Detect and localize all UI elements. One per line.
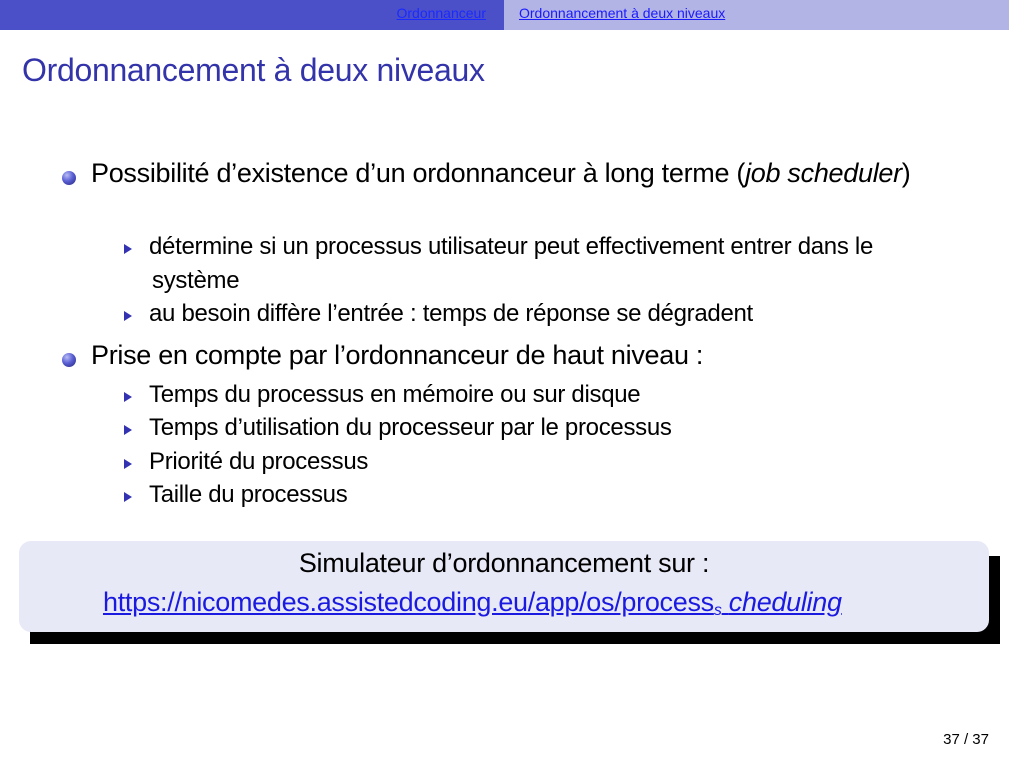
bullet-item-1-close: ) [901,158,911,188]
sub-item-2-2: Temps d’utilisation du processeur par le processus [149,414,672,441]
triangle-bullet-icon [124,392,132,402]
nav-subsection-area [504,0,1009,30]
bullet-item-1 [91,158,911,189]
simulator-link-main[interactable]: https://nicomedes.assistedcoding.eu/app/os/process [103,587,714,617]
sub-item-2-3: Priorité du processus [149,448,369,475]
simulator-link[interactable] [103,587,842,620]
simulator-link-sub[interactable]: s [713,602,722,619]
bullet-ball-icon [62,353,76,367]
nav-section-area [0,0,504,30]
bullet-item-1-text: Possibilité d’existence d’un ordonnanceur à long terme ( [91,158,746,188]
navigation-bar [0,0,1009,30]
triangle-bullet-icon [124,244,132,254]
nav-subsection-link[interactable]: Ordonnancement à deux niveaux [519,5,726,21]
page-number: 37 / 37 [943,731,989,748]
simulator-link-tail[interactable]: cheduling [728,587,842,617]
triangle-bullet-icon [124,492,132,502]
sub-item-2-1: Temps du processus en mémoire ou sur disque [149,381,641,408]
bullet-item-2: Prise en compte par l’ordonnanceur de haut niveau : [91,340,704,370]
frame-title: Ordonnancement à deux niveaux [22,52,485,88]
bullet-item-1-italic: job scheduler [745,158,902,188]
triangle-bullet-icon [124,311,132,321]
sub-item-1-1: détermine si un processus utilisateur peut effectivement entrer dans le [149,233,873,260]
nav-section-link[interactable]: Ordonnanceur [396,5,486,21]
sub-item-1-2: au besoin diffère l’entrée : temps de réponse se dégradent [149,300,753,327]
info-block [19,541,989,632]
bullet-ball-icon [62,171,76,185]
sub-item-2-4: Taille du processus [149,481,348,508]
sub-item-1-1-continued: système [152,267,240,294]
triangle-bullet-icon [124,425,132,435]
block-text: Simulateur d’ordonnancement sur : [298,548,710,578]
triangle-bullet-icon [124,459,132,469]
